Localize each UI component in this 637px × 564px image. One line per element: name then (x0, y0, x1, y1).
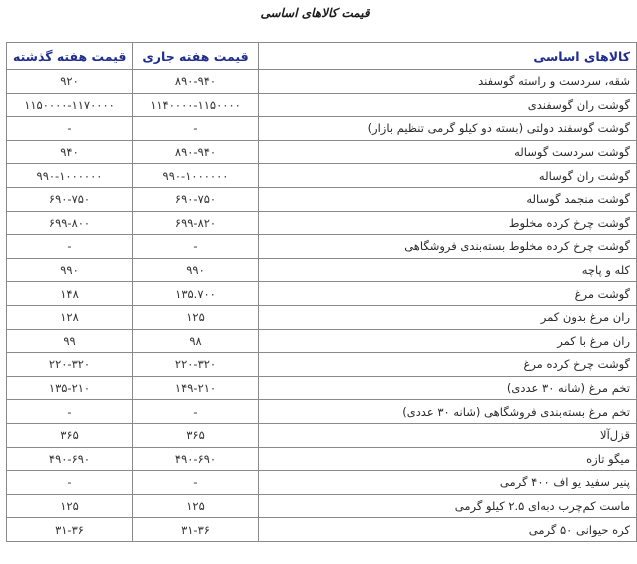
current-week-price: ۶۹۰-۷۵۰ (133, 187, 259, 211)
item-name: گوشت مرغ (259, 282, 637, 306)
current-week-price: ۲۲۰-۳۲۰ (133, 353, 259, 377)
table-row (7, 93, 637, 117)
item-name: پنیر سفید یو اف ۴۰۰ گرمی (259, 471, 637, 495)
table-row (7, 282, 637, 306)
item-name: شقه، سردست و راسته گوسفند (259, 70, 637, 94)
item-name: ران مرغ بدون کمر (259, 305, 637, 329)
current-week-price: ۳۱-۳۶ (133, 518, 259, 542)
table-row (7, 187, 637, 211)
table-row (7, 471, 637, 495)
table-row (7, 518, 637, 542)
current-week-price: ۴۹۰-۶۹۰ (133, 447, 259, 471)
last-week-price: ۹۹۰ (7, 258, 133, 282)
last-week-price: - (7, 471, 133, 495)
price-table (6, 42, 637, 542)
table-row (7, 211, 637, 235)
table-row (7, 400, 637, 424)
last-week-price: ۲۲۰-۳۲۰ (7, 353, 133, 377)
current-week-price: ۹۹۰-۱۰۰۰۰۰۰ (133, 164, 259, 188)
current-week-price: ۱۱۴۰۰۰۰-۱۱۵۰۰۰۰ (133, 93, 259, 117)
header-current-week: قیمت هفته جاری (133, 43, 259, 70)
last-week-price: ۱۳۵-۲۱۰ (7, 376, 133, 400)
item-name: کره حیوانی ۵۰ گرمی (259, 518, 637, 542)
table-row (7, 329, 637, 353)
item-name: گوشت چرخ کرده مخلوط بسته‌بندی فروشگاهی (259, 235, 637, 259)
item-name: ماست کم‌چرب دبه‌ای ۲.۵ کیلو گرمی (259, 494, 637, 518)
current-week-price: ۳۶۵ (133, 423, 259, 447)
current-week-price: ۱۲۵ (133, 305, 259, 329)
last-week-price: ۹۴۰ (7, 140, 133, 164)
table-row (7, 235, 637, 259)
item-name: کله و پاچه (259, 258, 637, 282)
current-week-price: ۸۹۰-۹۴۰ (133, 70, 259, 94)
header-row (7, 43, 637, 70)
item-name: گوشت ران گوسفندی (259, 93, 637, 117)
item-name: تخم مرغ بسته‌بندی فروشگاهی (شانه ۳۰ عددی) (259, 400, 637, 424)
table-row (7, 117, 637, 141)
item-name: گوشت منجمد گوساله (259, 187, 637, 211)
item-name: قزل‌آلا (259, 423, 637, 447)
header-last-week: قیمت هفته گذشته (7, 43, 133, 70)
current-week-price: - (133, 235, 259, 259)
item-name: گوشت چرخ کرده مرغ (259, 353, 637, 377)
item-name: ران مرغ با کمر (259, 329, 637, 353)
table-row (7, 140, 637, 164)
last-week-price: - (7, 235, 133, 259)
last-week-price: ۱۲۵ (7, 494, 133, 518)
current-week-price: ۹۸ (133, 329, 259, 353)
table-row (7, 258, 637, 282)
current-week-price: - (133, 117, 259, 141)
last-week-price: - (7, 117, 133, 141)
table-row (7, 494, 637, 518)
last-week-price: ۹۹ (7, 329, 133, 353)
last-week-price: ۶۹۰-۷۵۰ (7, 187, 133, 211)
current-week-price: ۶۹۹-۸۲۰ (133, 211, 259, 235)
item-name: گوشت چرخ کرده مخلوط (259, 211, 637, 235)
table-body (7, 70, 637, 542)
item-name: گوشت سردست گوساله (259, 140, 637, 164)
item-name: تخم مرغ (شانه ۳۰ عددی) (259, 376, 637, 400)
current-week-price: - (133, 400, 259, 424)
last-week-price: ۳۱-۳۶ (7, 518, 133, 542)
item-name: گوشت ران گوساله (259, 164, 637, 188)
item-name: میگو تازه (259, 447, 637, 471)
current-week-price: ۹۹۰ (133, 258, 259, 282)
table-row (7, 164, 637, 188)
table-row (7, 305, 637, 329)
current-week-price: ۸۹۰-۹۴۰ (133, 140, 259, 164)
last-week-price: ۳۶۵ (7, 423, 133, 447)
header-item: کالاهای اساسی (259, 43, 637, 70)
last-week-price: ۱۱۵۰۰۰۰-۱۱۷۰۰۰۰ (7, 93, 133, 117)
page-title: قیمت کالاهای اساسی (260, 6, 370, 20)
table-row (7, 353, 637, 377)
table-row (7, 376, 637, 400)
last-week-price: ۴۹۰-۶۹۰ (7, 447, 133, 471)
last-week-price: ۹۹۰-۱۰۰۰۰۰۰ (7, 164, 133, 188)
item-name: گوشت گوسفند دولتی (بسته دو کیلو گرمی تنظیم بازار) (259, 117, 637, 141)
current-week-price: ۱۴۹-۲۱۰ (133, 376, 259, 400)
last-week-price: ۶۹۹-۸۰۰ (7, 211, 133, 235)
current-week-price: ۱۳۵.۷۰۰ (133, 282, 259, 306)
last-week-price: - (7, 400, 133, 424)
last-week-price: ۹۲۰ (7, 70, 133, 94)
current-week-price: ۱۲۵ (133, 494, 259, 518)
current-week-price: - (133, 471, 259, 495)
table-row (7, 447, 637, 471)
last-week-price: ۱۴۸ (7, 282, 133, 306)
table-row (7, 70, 637, 94)
last-week-price: ۱۲۸ (7, 305, 133, 329)
table-row (7, 423, 637, 447)
